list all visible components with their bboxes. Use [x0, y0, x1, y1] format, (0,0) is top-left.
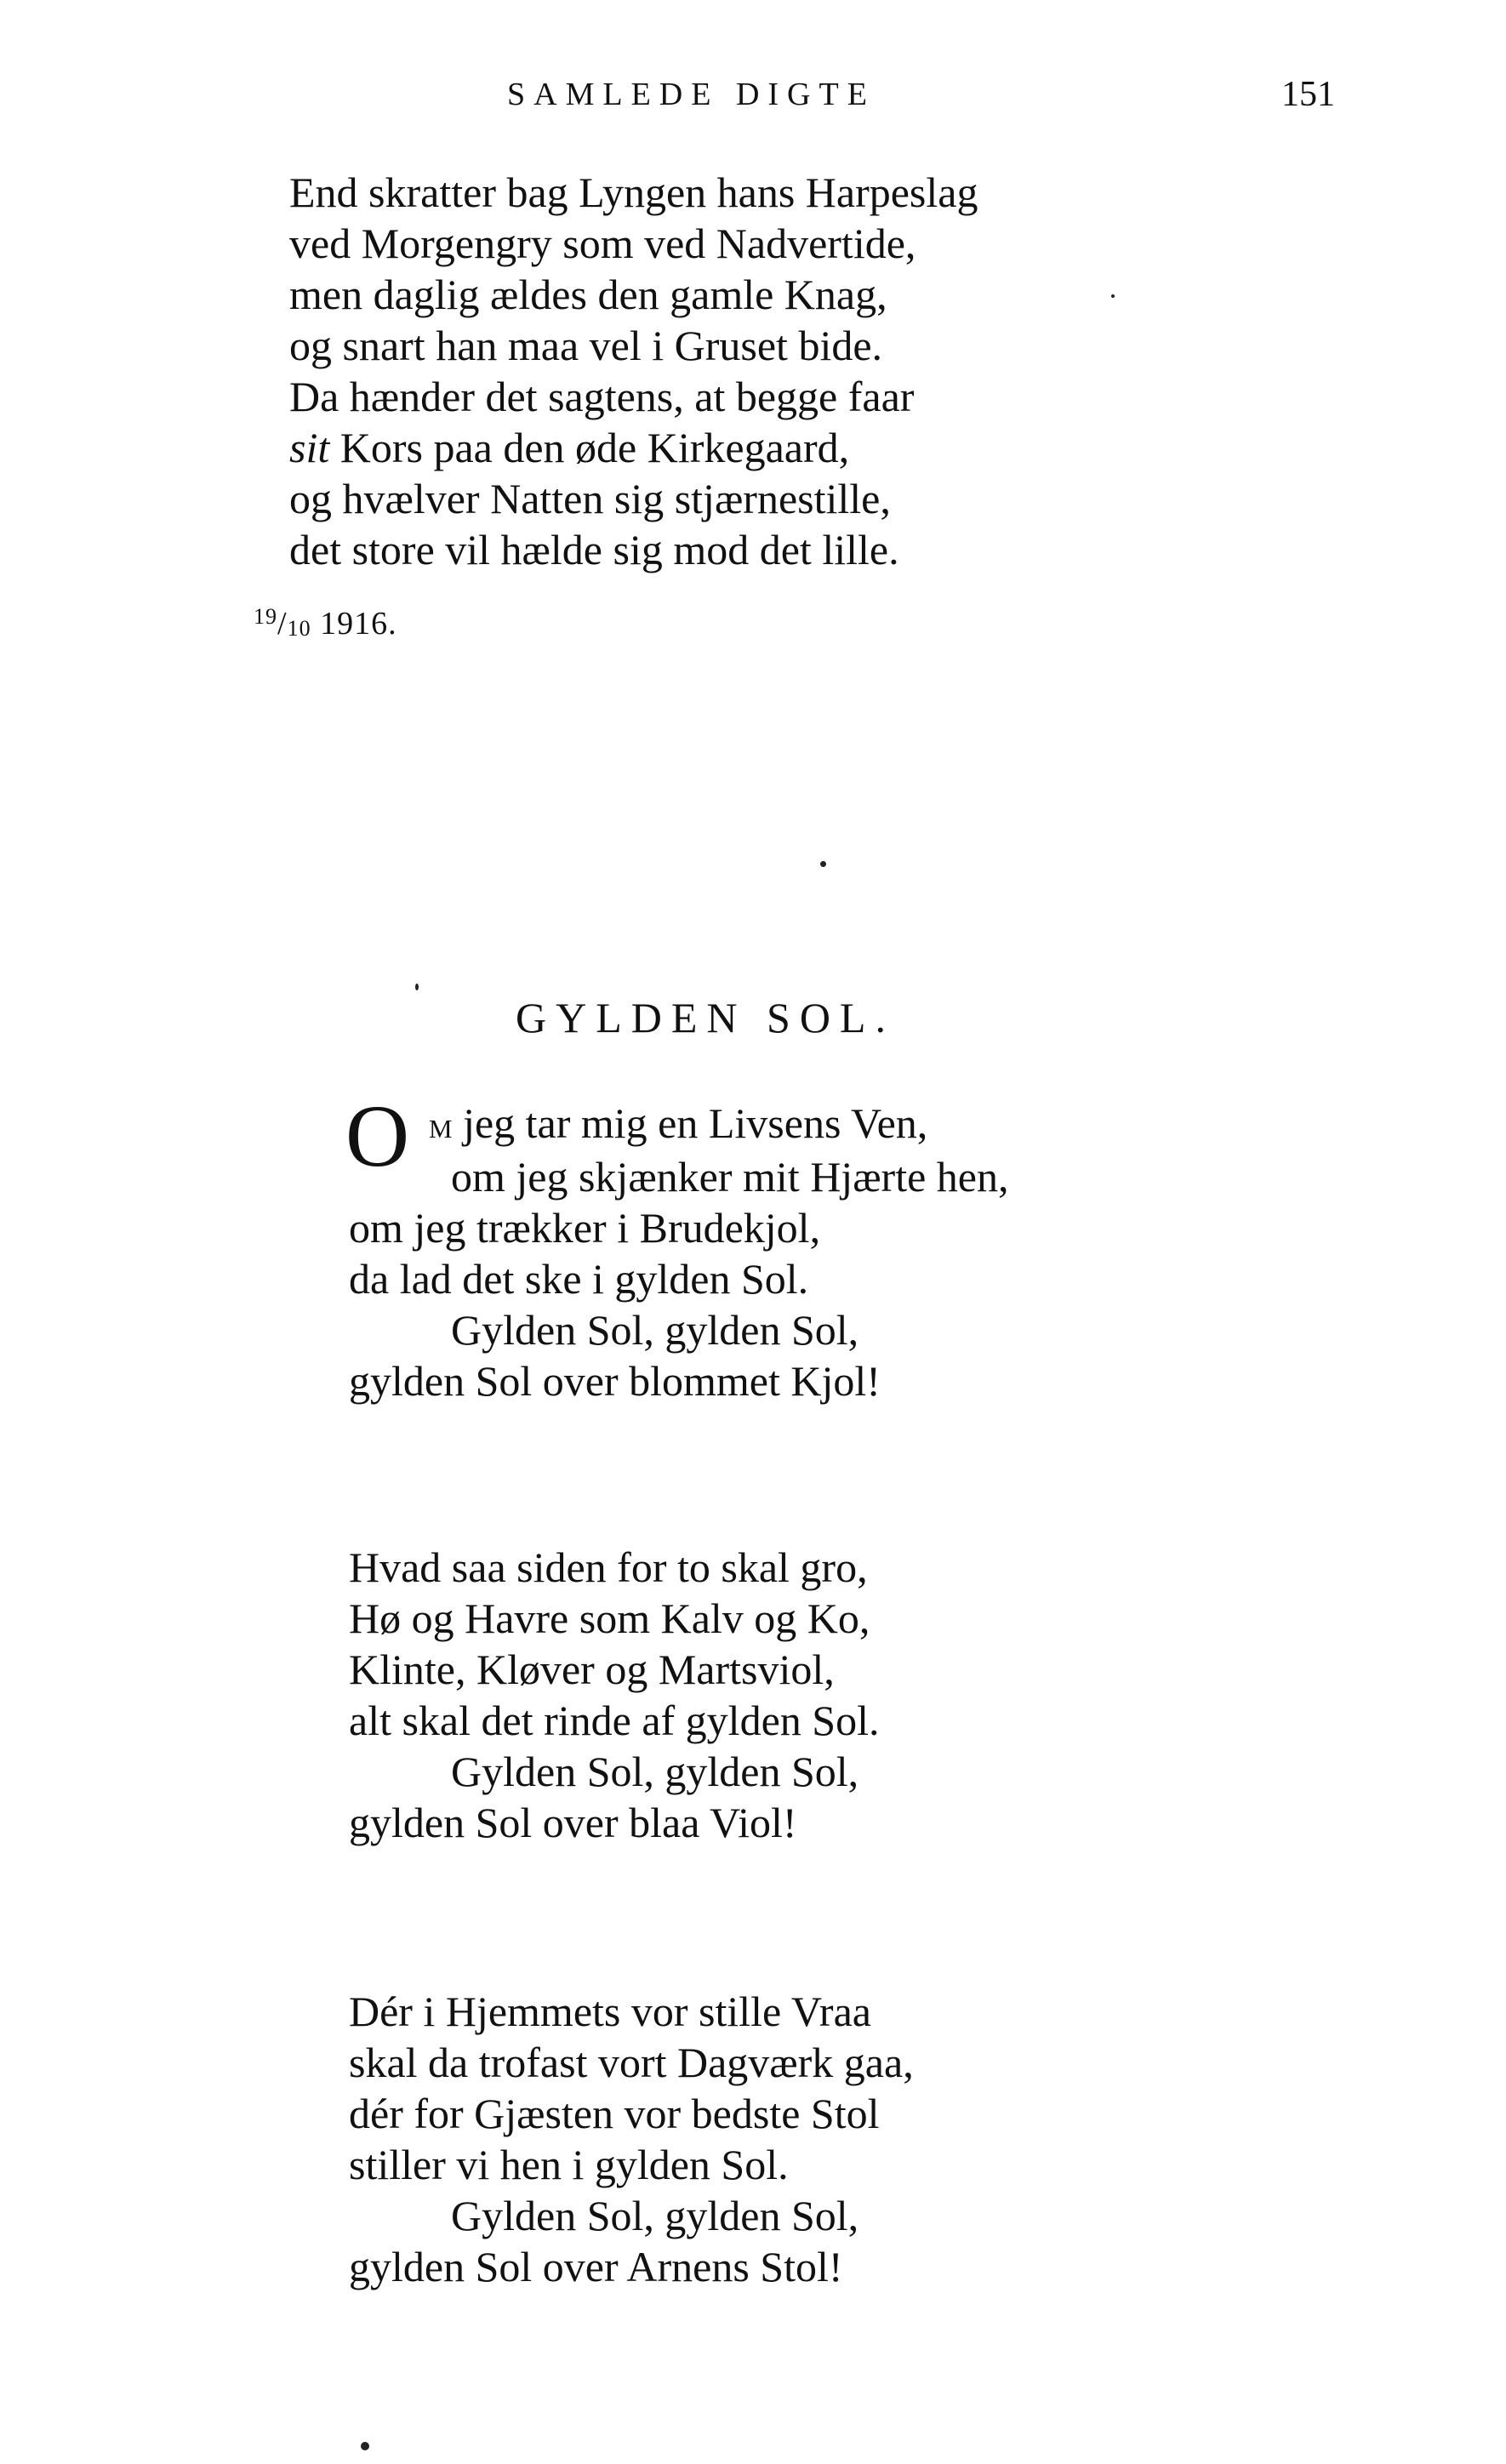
verse-line: Da hænder det sagtens, at begge faar	[289, 373, 915, 420]
verse-line: og hvælver Natten sig stjærnestille,	[289, 475, 891, 522]
verse-line: dér for Gjæsten vor bedste Stol	[349, 2090, 880, 2137]
verse-line: Dér i Hjemmets vor stille Vraa	[349, 1988, 871, 2035]
refrain-line: Gylden Sol, gylden Sol,	[451, 1748, 859, 1795]
verse-line: og snart han maa vel i Gruset bide.	[289, 322, 883, 369]
print-speck	[820, 861, 826, 867]
verse-line: Hvad saa siden for to skal gro,	[349, 1543, 868, 1591]
verse-line: Klinte, Kløver og Martsviol,	[349, 1646, 835, 1693]
drop-cap: O	[345, 1087, 410, 1185]
refrain-line: Gylden Sol, gylden Sol,	[451, 1306, 859, 1354]
verse-line-rest: Kors paa den øde Kirkegaard,	[329, 424, 850, 471]
page-number: 151	[1281, 75, 1335, 114]
verse-line: stiller vi hen i gylden Sol.	[349, 2141, 789, 2188]
small-caps-word: m	[429, 1104, 453, 1146]
verse-line: det store vil hælde sig mod det lille.	[289, 526, 899, 573]
date-month: 10	[287, 616, 311, 641]
refrain-line: Gylden Sol, gylden Sol,	[451, 2192, 859, 2239]
verse-line: skal da trofast vort Dagværk gaa,	[349, 2039, 914, 2086]
stanza-3	[349, 1986, 914, 2292]
stanza-2	[349, 1542, 879, 1848]
verse-line: ved Morgengry som ved Nadvertide,	[289, 220, 916, 267]
verse-line	[349, 1098, 1008, 1151]
verse-line: da lad det ske i gylden Sol.	[349, 1255, 809, 1303]
running-head: SAMLEDE DIGTE	[507, 77, 876, 112]
verse-line: Hø og Havre som Kalv og Ko,	[349, 1594, 870, 1642]
print-speck	[361, 2442, 369, 2450]
refrain-line: gylden Sol over blommet Kjol!	[349, 1357, 881, 1405]
date-day: 19	[254, 604, 277, 629]
verse-line: om jeg skjænker mit Hjærte hen,	[451, 1153, 1009, 1201]
stanza-1	[349, 1098, 1008, 1406]
verse-line: End skratter bag Lyngen hans Harpeslag	[289, 168, 978, 216]
verse-line: alt skal det rinde af gylden Sol.	[349, 1697, 880, 1744]
verse-line	[289, 422, 978, 473]
print-speck	[415, 984, 419, 990]
date-year: 1916.	[320, 606, 397, 642]
verse-line: men daglig ældes den gamle Knag,	[289, 271, 887, 318]
verse-line: om jeg trækker i Brudekjol,	[349, 1204, 821, 1252]
poem-date: $^{19}/_{10}$ 1916.	[254, 604, 397, 642]
refrain-line: gylden Sol over blaa Viol!	[349, 1799, 797, 1846]
refrain-line: gylden Sol over Arnens Stol!	[349, 2243, 843, 2290]
print-speck	[1111, 294, 1115, 298]
previous-poem-stanza	[289, 167, 978, 575]
poem-title: GYLDEN SOL.	[516, 994, 895, 1041]
verse-line-rest: jeg tar mig en Livsens Ven,	[452, 1099, 928, 1147]
italic-word: sit	[289, 424, 330, 471]
